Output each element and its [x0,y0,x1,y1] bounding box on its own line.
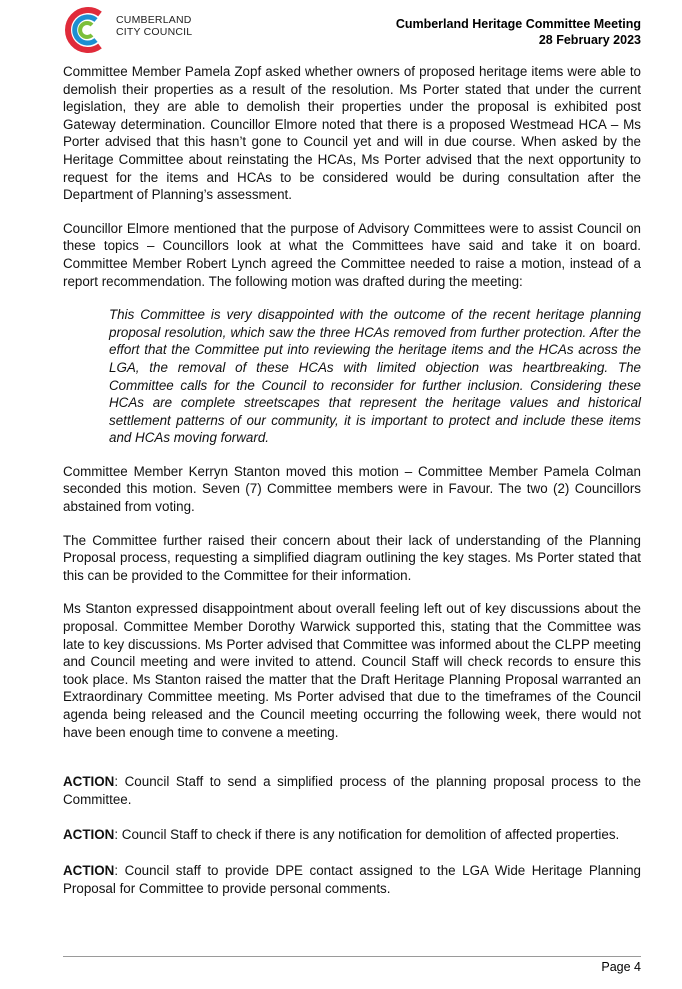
action-text: : Council Staff to send a simplified process of the planning proposal process to the Committee. [63,774,641,807]
page-header [0,0,682,60]
meeting-title: Cumberland Heritage Committee Meeting [395,17,641,31]
spacer [63,757,641,773]
cumberland-c-logo-icon [60,4,112,56]
council-name-line2: CITY COUNCIL [116,26,193,38]
paragraph-zopf-question: Committee Member Pamela Zopf asked whether owners of proposed heritage items were able to demolish their properties as a result of the resolution. Ms Porter stated that under the current legislation, they are able to demolish their properties under the proposal is exhibited post Gateway determination. Councillor Elmore noted that there is a proposed Westmead HCA – Ms Porter advised that this hasn’t gone to Council yet and will in due course. When asked by the Heritage Committee about reinstating the HCAs, Ms Porter advised that the next opportunity to request for the items and HCAs to be considered would be during consultation after the Department of Planning’s assessment. [63,64,641,203]
action-text: : Council Staff to check if there is any notification for demolition of affected properties. [114,827,620,843]
paragraph-motion-vote: Committee Member Kerryn Stanton moved this motion – Committee Member Pamela Colman seconded this motion. Seven (7) Committee members were in Favour. The two (2) Councillors abstained from voting. [63,463,641,515]
council-name [116,14,192,38]
minutes-body [63,63,641,915]
action-item [63,773,641,808]
page-number: Page 4 [601,960,641,974]
motion-quote: This Committee is very disappointed with the outcome of the recent heritage planning proposal resolution, which saw the three HCAs removed from further protection. After the effort that the Committee put into reviewing the heritage items and the HCAs across the LGA, the removal of these HCAs with limited objection was heartbreaking. The Committee calls for the Council to reconsider for further inclusion. Considering these HCAs are complete streetscapes that represent the heritage values and historical settlement patterns of our community, it is important to protect and include these items and HCAs moving forward. [109,307,641,446]
action-item [63,862,641,897]
action-text: : Council staff to provide DPE contact assigned to the LGA Wide Heritage Planning Proposal for Committee to provide personal comments. [63,862,641,896]
meeting-info [396,16,641,48]
council-name-line1: CUMBERLAND [116,14,192,26]
meeting-date: 28 February 2023 [538,33,641,47]
footer-divider [63,956,641,957]
action-label: ACTION [63,827,115,843]
action-item [63,826,641,844]
paragraph-planning-process: The Committee further raised their concern about their lack of understanding of the Planning Proposal process, requesting a simplified diagram outlining the key stages. Ms Porter stated that this can be provided to the Committee for their information. [63,532,641,583]
action-label: ACTION [63,862,115,878]
action-label: ACTION [63,774,115,790]
paragraph-advisory-committees: Councillor Elmore mentioned that the purpose of Advisory Committees were to assist Council on these topics – Councillors look at what the Committees have said and take it on board. Committee Member Robert Lynch agreed the Committee needed to raise a motion, instead of a report recommendation. The following motion was drafted during the meeting: [63,220,641,289]
paragraph-stanton-disappointment: Ms Stanton expressed disappointment about overall feeling left out of key discussions about the proposal. Committee Member Dorothy Warwick supported this, stating that the Committee was late to key discussions. Ms Porter advised that Committee was informed about the CLPP meeting and Council meeting and were invited to attend. Council Staff will check records to ensure this took place. Ms Stanton raised the matter that the Draft Heritage Planning Proposal warranted an Extraordinary Committee meeting. Ms Porter advised that due to the timeframes of the Council agenda being released and the Council meeting occurring the following week, there would not have been enough time to convene a meeting. [63,601,641,740]
